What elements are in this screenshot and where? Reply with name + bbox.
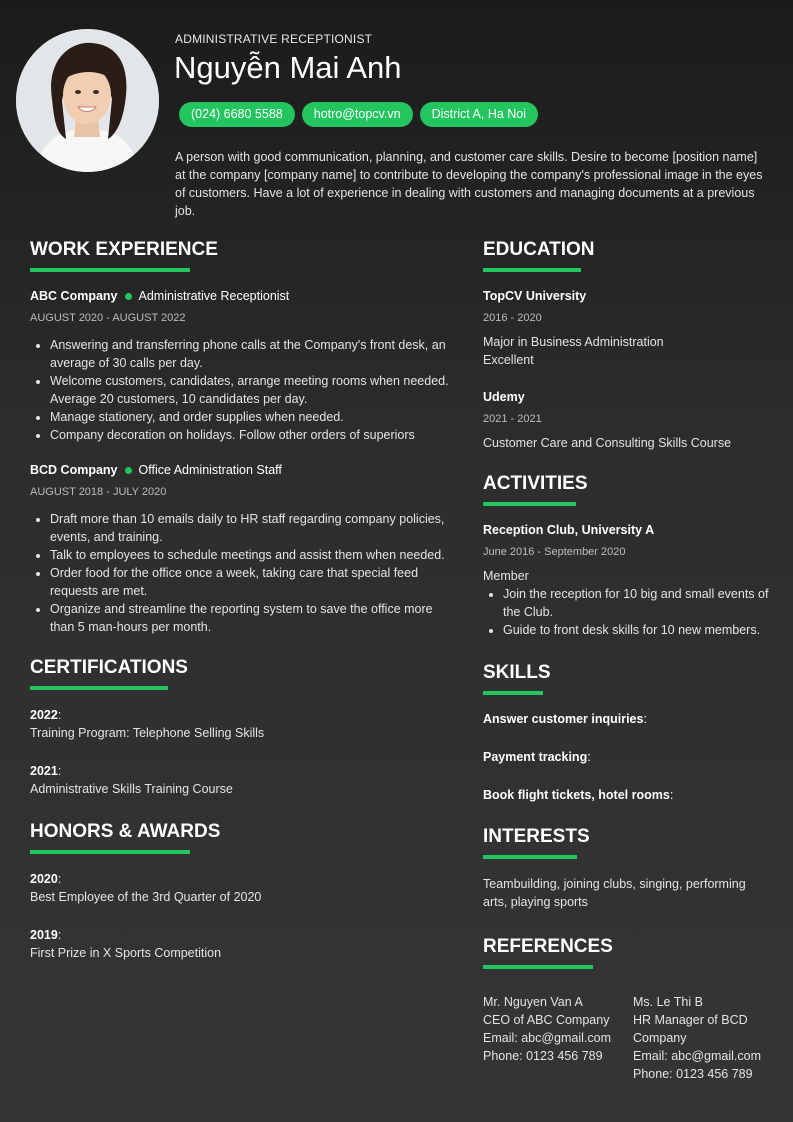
section-title: INTERESTS bbox=[483, 826, 590, 847]
certification-item: 2021: Administrative Skills Training Course bbox=[30, 762, 450, 798]
job-dates: AUGUST 2018 - JULY 2020 bbox=[30, 486, 167, 498]
skill-name: Answer customer inquiries bbox=[483, 712, 644, 726]
company-name: BCD Company bbox=[30, 463, 118, 477]
skill-name: Payment tracking bbox=[483, 750, 588, 764]
school-detail-line: Major in Business Administration bbox=[483, 335, 664, 349]
interests-text: Teambuilding, joining clubs, singing, performing arts, playing sports bbox=[483, 877, 746, 909]
certification-item: 2022: Training Program: Telephone Selling Skills bbox=[30, 706, 450, 742]
reference-position: CEO of ABC Company bbox=[483, 1013, 610, 1027]
reference-name: Mr. Nguyen Van A bbox=[483, 995, 583, 1009]
award-text: Best Employee of the 3rd Quarter of 2020 bbox=[30, 890, 262, 904]
duty-item: • Manage stationery, and order supplies when needed. bbox=[50, 408, 450, 426]
job-title: ADMINISTRATIVE RECEPTIONIST bbox=[175, 32, 373, 46]
certifications-section bbox=[30, 656, 450, 798]
reference-phone: Phone: 0123 456 789 bbox=[633, 1067, 753, 1081]
certification-text: Administrative Skills Training Course bbox=[30, 782, 233, 796]
section-underline bbox=[483, 855, 577, 859]
school-dates: 2016 - 2020 bbox=[483, 312, 542, 324]
section-underline bbox=[30, 850, 190, 854]
company-name: ABC Company bbox=[30, 289, 118, 303]
section-underline bbox=[483, 691, 543, 695]
school-name: TopCV University bbox=[483, 289, 587, 303]
skills-section bbox=[483, 661, 773, 803]
location-pill: District A, Ha Noi bbox=[420, 102, 538, 127]
skill-item: Book flight tickets, hotel rooms: bbox=[483, 788, 674, 802]
job-entry bbox=[30, 288, 450, 444]
section-title: HONORS & AWARDS bbox=[30, 821, 221, 842]
job-dates: AUGUST 2020 - AUGUST 2022 bbox=[30, 312, 186, 324]
education-item bbox=[483, 288, 773, 369]
email-pill[interactable]: hotro@topcv.vn bbox=[302, 102, 413, 127]
work-experience-section bbox=[30, 238, 450, 636]
reference-card bbox=[633, 993, 763, 1083]
section-title: WORK EXPERIENCE bbox=[30, 239, 218, 260]
contact-pills bbox=[179, 102, 538, 127]
reference-email: Email: abc@gmail.com bbox=[633, 1049, 762, 1063]
activity-dates: June 2016 - September 2020 bbox=[483, 546, 626, 558]
job-header bbox=[30, 462, 450, 478]
reference-email: Email: abc@gmail.com bbox=[483, 1031, 612, 1045]
right-column bbox=[483, 238, 773, 1083]
school-detail-line: Excellent bbox=[483, 353, 534, 367]
job-duties bbox=[30, 336, 450, 444]
duty-item: • Organize and streamline the reporting system to save the office more than 5 man-hours per month. bbox=[50, 600, 450, 636]
duty-item: • Draft more than 10 emails daily to HR staff regarding company policies, events, and training. bbox=[50, 510, 450, 546]
education-section bbox=[483, 238, 773, 452]
section-title: CERTIFICATIONS bbox=[30, 657, 188, 678]
activity-name: Reception Club, University A bbox=[483, 523, 655, 537]
school-details bbox=[483, 333, 773, 369]
section-title: EDUCATION bbox=[483, 239, 595, 260]
skill-item: Payment tracking: bbox=[483, 750, 591, 764]
duty-item: • Welcome customers, candidates, arrange meeting rooms when needed. Average 20 customers, 10 candidates per day. bbox=[50, 372, 450, 408]
school-details bbox=[483, 434, 773, 452]
activity-role: Member bbox=[483, 569, 529, 583]
skill-name: Book flight tickets, hotel rooms bbox=[483, 788, 670, 802]
section-underline bbox=[483, 965, 593, 969]
reference-position: HR Manager of BCD Company bbox=[633, 1013, 748, 1045]
reference-name: Ms. Le Thi B bbox=[633, 995, 703, 1009]
reference-card bbox=[483, 993, 633, 1083]
skill-item: Answer customer inquiries: bbox=[483, 712, 647, 726]
school-detail-line: Customer Care and Consulting Skills Course bbox=[483, 436, 732, 450]
phone-pill[interactable]: (024) 6680 5588 bbox=[179, 102, 295, 127]
job-role: Administrative Receptionist bbox=[138, 289, 290, 303]
activity-detail-item: • Join the reception for 10 big and small events of the Club. bbox=[503, 585, 773, 621]
certification-year: 2021 bbox=[30, 764, 58, 778]
left-column bbox=[30, 238, 450, 982]
job-duties bbox=[30, 510, 450, 636]
activity-details bbox=[483, 585, 773, 639]
job-entry bbox=[30, 462, 450, 636]
education-item bbox=[483, 389, 773, 452]
job-header bbox=[30, 288, 450, 304]
references-section bbox=[483, 935, 773, 1083]
activity-detail-item: • Guide to front desk skills for 10 new members. bbox=[503, 621, 773, 639]
profile-summary: A person with good communication, planning, and customer care skills. Desire to become [position name] at the company [company name] to contribute to developing the company's professional image in the eyes of customers. Have a lot of experience in dealing with customers and managing documents at a previous job. bbox=[175, 150, 763, 218]
award-text: First Prize in X Sports Competition bbox=[30, 946, 222, 960]
duty-item: • Company decoration on holidays. Follow other orders of superiors bbox=[50, 426, 450, 444]
school-name: Udemy bbox=[483, 390, 525, 404]
activities-section bbox=[483, 472, 773, 639]
award-year: 2019 bbox=[30, 928, 58, 942]
section-title: SKILLS bbox=[483, 662, 551, 683]
references-list bbox=[483, 993, 773, 1083]
section-underline bbox=[30, 686, 168, 690]
section-underline bbox=[483, 502, 576, 506]
section-title: REFERENCES bbox=[483, 936, 613, 957]
profile-photo bbox=[16, 29, 159, 172]
reference-phone: Phone: 0123 456 789 bbox=[483, 1049, 603, 1063]
duty-item: • Order food for the office once a week, taking care that special feed requests are met. bbox=[50, 564, 450, 600]
duty-item: • Talk to employees to schedule meetings and assist them when needed. bbox=[50, 546, 450, 564]
award-year: 2020 bbox=[30, 872, 58, 886]
honors-awards-section bbox=[30, 820, 450, 962]
bullet-dot-icon bbox=[125, 293, 132, 300]
section-title: ACTIVITIES bbox=[483, 473, 588, 494]
section-underline bbox=[30, 268, 190, 272]
job-role: Office Administration Staff bbox=[138, 463, 282, 477]
profile-photo-image bbox=[16, 29, 159, 172]
certification-year: 2022 bbox=[30, 708, 58, 722]
duty-item: • Answering and transferring phone calls at the Company's front desk, an average of 30 calls per day. bbox=[50, 336, 450, 372]
candidate-name: Nguyễn Mai Anh bbox=[174, 50, 402, 85]
certification-text: Training Program: Telephone Selling Skills bbox=[30, 726, 265, 740]
award-item: 2019: First Prize in X Sports Competition bbox=[30, 926, 450, 962]
school-dates: 2021 - 2021 bbox=[483, 413, 542, 425]
section-underline bbox=[483, 268, 581, 272]
bullet-dot-icon bbox=[125, 467, 132, 474]
award-item: 2020: Best Employee of the 3rd Quarter of 2020 bbox=[30, 870, 450, 906]
interests-section bbox=[483, 825, 773, 911]
